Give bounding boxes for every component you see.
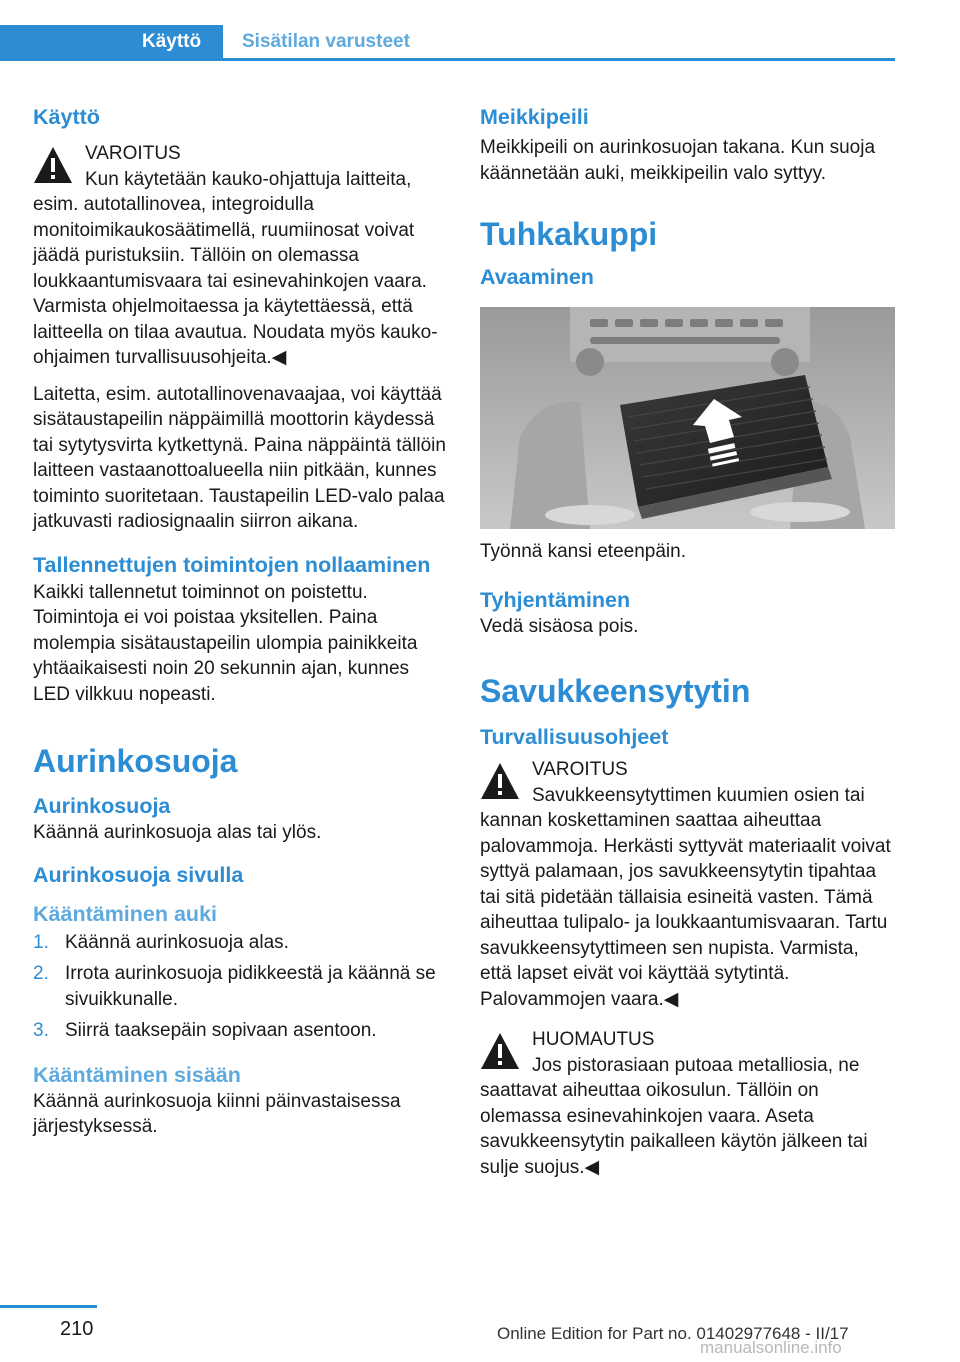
list-item: 2. Irrota aurinkosuoja pidikkeestä ja käännä se sivuikkunalle. xyxy=(33,963,436,1010)
left-column xyxy=(33,100,448,1140)
edition-text: Online Edition for Part no. 01402977648 - II/17 xyxy=(497,1324,849,1343)
heading-sivulla: Aurinkosuoja sivulla xyxy=(33,862,244,887)
warning-text: Savukkeensytyttimen kuumien osien tai kannan koskettaminen saattaa aiheuttaa palovammoja. Herkästi syttyvät materiaalit voivat syttyä palamaan, jos savukkeensytytin tipahtaa tai sitä pidetään tällaisia esineitä vasten. Tämä aiheuttaa tulipalo- ja loukkaantumisvaaran. Tartu savukkeensytyttimeen sen nupista. Varmista, että lapset eivät voi käyttää sytytintä. Palovammojen vaara.◀ xyxy=(480,784,891,1010)
paragraph-meikkipeili: Meikkipeili on aurinkosuojan takana. Kun suoja käännetään auki, meikkipeilin valo syttyy. xyxy=(480,137,876,184)
list-item: 3. Siirrä taaksepäin sopivaan asentoon. xyxy=(33,1020,377,1041)
page-number: 210 xyxy=(60,1318,94,1340)
paragraph-veda: Vedä sisäosa pois. xyxy=(480,615,639,637)
warning-triangle-icon xyxy=(480,761,520,801)
heading-tyhjentaminen: Tyhjentäminen xyxy=(480,587,631,612)
notice-block-socket xyxy=(480,1027,895,1180)
tab-kaytto[interactable]: Käyttö xyxy=(0,25,223,61)
paragraph-kaanna: Käännä aurinkosuoja alas tai ylös. xyxy=(33,822,322,843)
heading-aurinkosuoja-section: Aurinkosuoja xyxy=(33,743,238,779)
paragraph-tyonna: Työnnä kansi eteenpäin. xyxy=(480,541,686,562)
header-rule xyxy=(0,58,895,61)
warning-triangle-icon xyxy=(33,145,73,185)
heading-tuhkakuppi: Tuhkakuppi xyxy=(480,216,658,252)
watermark: manualsonline.info xyxy=(700,1338,842,1357)
paragraph-laitetta: Laitetta, esim. autotallinovenavaajaa, voi käyttää sisätaustapeilin näppäimillä moottorin käydessä tai sytytysvirta kytkettynä. Paina näppäintä tällöin laitteen vastaanottoalueella niin pitkään, kunnes toiminto suoritetaan. Taustapeilin LED-valo palaa jatkuvasti radiosignaalin siirron aikana. xyxy=(33,383,446,532)
heading-tallennettujen: Tallennettujen toimintojen nollaaminen xyxy=(33,552,431,577)
heading-meikkipeili: Meikkipeili xyxy=(480,105,589,129)
heading-turvallisuusohjeet: Turvallisuusohjeet xyxy=(480,725,669,749)
paragraph-kaikki: Kaikki tallennetut toiminnot on poistettu. Toimintoja ei voi poistaa yksitellen. Paina molempia sisätaustapeilin ulompia painikkeita yhtäaikaisesti noin 20 sekunnin ajan, kunnes LED vilkkuu nopeasti. xyxy=(33,581,418,705)
warning-block-lighter xyxy=(480,757,895,1012)
heading-kaantaminen-sisaan: Kääntäminen sisään xyxy=(33,1062,241,1087)
list-item: 1. Käännä aurinkosuoja alas. xyxy=(33,931,289,953)
heading-avaaminen: Avaaminen xyxy=(480,265,594,289)
header-tabs xyxy=(0,25,895,61)
heading-savukkeensytytin: Savukkeensytytin xyxy=(480,673,751,709)
footer-rule xyxy=(0,1305,97,1308)
warning-triangle-icon xyxy=(480,1031,520,1071)
tab-sisatilan-varusteet[interactable]: Sisätilan varusteet xyxy=(242,31,410,52)
notice-title: HUOMAUTUS xyxy=(532,1029,655,1050)
warning-title: VAROITUS xyxy=(85,143,181,164)
ashtray-photo xyxy=(480,307,895,529)
heading-kaantaminen-auki: Kääntäminen auki xyxy=(33,901,217,926)
warning-block-remote xyxy=(33,141,448,371)
paragraph-sisaan: Käännä aurinkosuoja kiinni päinvastaisessa järjestyksessä. xyxy=(33,1090,401,1137)
warning-title: VAROITUS xyxy=(532,759,628,780)
heading-kaytto: Käyttö xyxy=(33,105,100,129)
heading-aurinkosuoja: Aurinkosuoja xyxy=(33,794,171,818)
warning-text: Kun käytetään kauko-ohjattuja laitteita, esim. autotallinovea, integroidulla monitoimikaukosäätimellä, ruumiinosat voivat jäädä puristuksiin. Tällöin on olemassa loukkaantumisvaara tai esinevahinkojen vaara. Varmista ohjelmoitaessa ja käytettäessä, että laitteella on tilaa avautua. Noudata myös kauko-ohjaimen turvallisuusohjeita.◀ xyxy=(33,168,438,368)
right-column xyxy=(480,100,895,1180)
steps-list xyxy=(33,930,448,1044)
notice-text: Jos pistorasiaan putoaa metalliosia, ne saattavat aiheuttaa oikosulun. Tällöin on olemassa esinevahinkojen vaara. Aseta savukkeensytytin paikalleen käytön jälkeen tai sulje suojus.◀ xyxy=(480,1054,868,1178)
